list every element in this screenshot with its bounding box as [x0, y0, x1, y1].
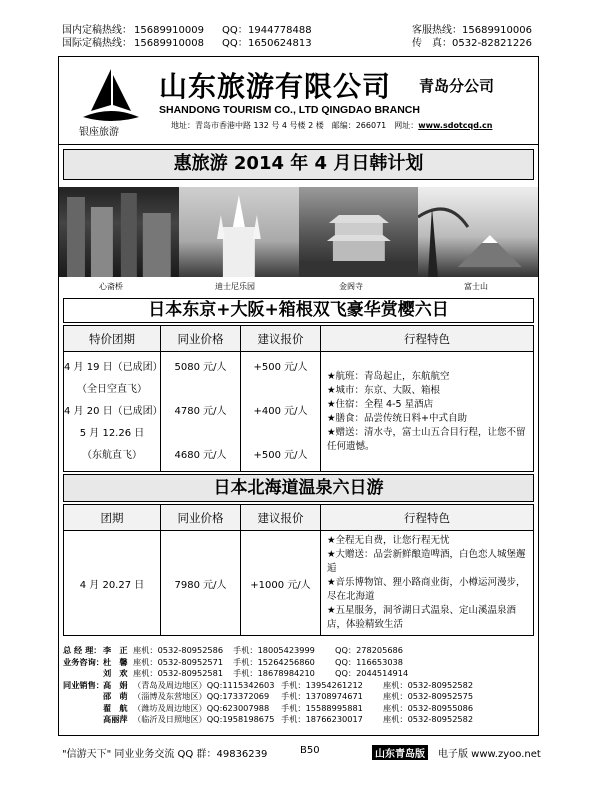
feature-line: ★住宿：全程 4-5 星酒店	[327, 398, 434, 410]
contact-landline: 座机：0532-80952586	[133, 645, 224, 655]
contact-row	[63, 668, 534, 680]
contact-landline: 座机：0532-80952575	[383, 691, 474, 701]
price-line: 4680 元/人	[174, 449, 227, 461]
trip2-features	[321, 531, 534, 636]
contact-qq: QQ：2044514914	[335, 668, 409, 678]
trip1-features	[321, 352, 534, 472]
suggested-line	[241, 379, 320, 401]
date-line: 4 月 19 日（已成团）	[64, 361, 163, 373]
contact-role	[63, 668, 103, 680]
domestic-qq-label: QQ：	[222, 25, 248, 36]
company-name-en: SHANDONG TOURISM CO., LTD QINGDAO BRANCH	[159, 104, 420, 116]
qq-group-text: "信游天下" 同业业务交流 QQ 群：49836239	[62, 749, 268, 760]
contact-mobile: 手机：13954261212	[281, 679, 363, 690]
contact-landline: 座机：0532-80952582	[383, 714, 474, 724]
feature-line: ★赠送：清水寺，富士山五合目行程，让您不留任何遗憾。	[327, 426, 526, 452]
contact-row	[63, 703, 534, 715]
service-phone: 15689910006	[462, 25, 532, 36]
contact-mobile: 手机：18678984210	[233, 668, 315, 678]
trip1-title: 日本东京+大阪+箱根双飞豪华赏樱六日	[63, 298, 534, 323]
suggested-line: +400 元/人	[253, 405, 308, 417]
col-suggested: 建议报价	[241, 505, 321, 531]
contact-region: （青岛及周边地区）QQ:1115342603	[133, 679, 275, 690]
fax-number: 0532-82821226	[452, 38, 532, 49]
trip1-table	[63, 325, 534, 472]
contact-mobile: 手机：13708974671	[281, 691, 363, 701]
col-price: 同业价格	[161, 505, 241, 531]
caption-disneyland: 迪士尼乐园	[215, 282, 255, 291]
photo-strip	[59, 187, 538, 277]
contact-row	[63, 657, 534, 669]
trip2-price: 7980 元/人	[161, 531, 241, 636]
contact-row	[63, 691, 534, 703]
contact-name: 李 正	[103, 645, 128, 655]
hotline-block-left	[62, 24, 312, 50]
feature-line: ★城市：东京、大阪、箱根	[327, 384, 441, 396]
edition-link[interactable]: 电子版 www.zyoo.net	[438, 749, 541, 760]
domestic-qq: 1944778488	[248, 25, 312, 36]
contact-role: 业务咨询：	[63, 656, 104, 667]
page-number: B50	[300, 745, 320, 756]
company-branch: 青岛分公司	[419, 77, 495, 95]
contact-name: 翟 航	[103, 702, 128, 713]
logo-text: 银座旅游	[79, 127, 119, 138]
col-date: 团期	[64, 505, 161, 531]
feature-line: ★音乐博物馆、狸小路商业街，小樽运河漫步，尽在北海道	[327, 577, 526, 602]
contact-mobile: 手机：15588995881	[281, 702, 363, 713]
caption-fuji: 富士山	[464, 282, 488, 291]
shinsaibashi-photo	[59, 187, 179, 277]
contact-landline: 座机：0532-80952581	[133, 668, 224, 678]
contact-role	[63, 691, 103, 703]
suggested-line: +500 元/人	[253, 449, 308, 461]
contact-mobile: 手机：18766230017	[281, 714, 363, 724]
service-label: 客服热线：	[412, 25, 462, 36]
contact-list	[63, 645, 534, 726]
address-text: 地址：青岛市香港中路 132 号 4 号楼 2 楼 邮编：266071 网址：	[171, 121, 419, 130]
price-line: 5080 元/人	[174, 361, 227, 373]
table-header-row	[64, 326, 534, 352]
contact-landline: 座机：0532-80952571	[133, 656, 224, 667]
col-date: 特价团期	[64, 326, 161, 352]
price-line	[161, 379, 240, 401]
col-features: 行程特色	[321, 326, 534, 352]
domestic-label: 国内定稿热线：	[62, 25, 132, 36]
contact-region: （潍坊及周边地区）QQ:623007988	[133, 702, 270, 713]
trip2-suggested: +1000 元/人	[241, 531, 321, 636]
promo-title: 惠旅游 2014 年 4 月日韩计划	[63, 149, 534, 180]
photo-captions	[59, 281, 538, 295]
contact-row	[63, 645, 534, 657]
suggested-line: +500 元/人	[253, 361, 308, 373]
date-line: （全日空直飞）	[77, 383, 147, 395]
contact-role	[63, 703, 103, 715]
mount-fuji-photo	[418, 187, 538, 277]
intl-qq: 1650624813	[248, 38, 312, 49]
website-link[interactable]: www.sdotcqd.cn	[418, 121, 493, 130]
trip1-suggested	[241, 352, 321, 472]
table-row	[64, 352, 534, 472]
contact-region: （淄博及东营地区）QQ:173372069	[133, 691, 270, 701]
edition-badge: 山东青岛版	[372, 745, 428, 760]
contact-name: 高 娟	[103, 679, 128, 690]
contact-row	[63, 680, 534, 692]
contact-landline: 座机：0532-80952582	[383, 679, 474, 690]
contact-name: 刘 欢	[103, 668, 128, 678]
contact-region: （临沂及日照地区）QQ:1958198675	[133, 714, 275, 724]
contact-qq: QQ：116653038	[335, 656, 403, 667]
trip2-title: 日本北海道温泉六日游	[63, 474, 534, 502]
table-header-row	[64, 505, 534, 531]
date-line: 4 月 20 日（已成团）	[64, 405, 163, 417]
date-line: 5 月 12.26 日	[79, 427, 145, 439]
contact-name: 邵 萌	[103, 691, 128, 701]
contact-mobile: 手机：18005423999	[233, 645, 315, 655]
contact-role: 同业销售：	[63, 679, 104, 690]
hotline-block-right	[412, 24, 532, 50]
contact-role: 总 经 理：	[63, 645, 102, 655]
feature-line: ★五星服务，洞爷湖日式温泉、定山溪温泉酒店，体验精致生活	[327, 605, 517, 630]
caption-shinsaibashi: 心斋桥	[99, 282, 123, 291]
contact-mobile: 手机：15264256860	[233, 656, 315, 667]
feature-line: ★膳食：品尝传统日料+中式自助	[327, 412, 467, 424]
suggested-line	[241, 423, 320, 445]
contact-name: 高丽萍	[103, 714, 128, 724]
intl-qq-label: QQ：	[222, 38, 248, 49]
feature-line: ★大赠送：品尝新鲜酿造啤酒，白色恋人城堡邂逅	[327, 549, 526, 574]
trip2-date: 4 月 20.27 日	[64, 531, 161, 636]
contact-name: 杜 馨	[103, 656, 128, 667]
company-name-cn: 山东旅游有限公司	[159, 70, 392, 103]
table-row	[64, 531, 534, 636]
price-line: 4780 元/人	[174, 405, 227, 417]
date-line: （东航直飞）	[82, 449, 142, 461]
caption-kinkakuji: 金阁寺	[339, 282, 363, 291]
col-suggested: 建议报价	[241, 326, 321, 352]
intl-phone: 15689910008	[134, 38, 204, 49]
fax-label: 传 真：	[412, 38, 452, 49]
trip1-dates	[64, 352, 161, 472]
col-price: 同业价格	[161, 326, 241, 352]
domestic-phone: 15689910009	[134, 25, 204, 36]
price-line	[161, 423, 240, 445]
trip2-table	[63, 504, 534, 636]
contact-landline: 座机：0532-80955086	[383, 702, 474, 713]
feature-line: ★全程无自费，让您行程无忧	[327, 535, 450, 546]
col-features: 行程特色	[321, 505, 534, 531]
intl-label: 国际定稿热线：	[62, 38, 132, 49]
feature-line: ★航班：青岛起止，东航航空	[327, 370, 450, 382]
contact-row	[63, 714, 534, 726]
trip1-prices	[161, 352, 241, 472]
disneyland-photo	[179, 187, 299, 277]
company-address	[171, 120, 492, 131]
contact-qq: QQ：278205686	[335, 645, 403, 655]
contact-role	[63, 714, 103, 726]
flyer-frame	[58, 56, 539, 736]
company-header	[59, 57, 538, 145]
kinkakuji-photo	[299, 187, 419, 277]
